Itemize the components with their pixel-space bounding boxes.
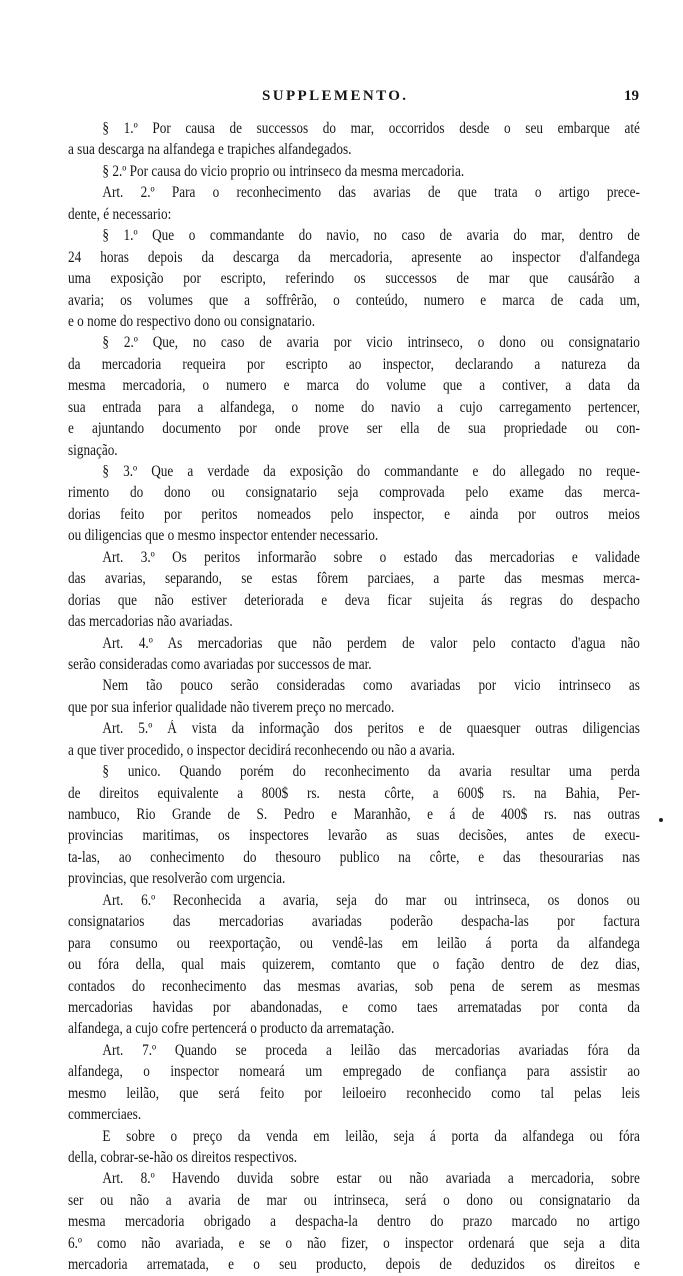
text-line: mercadoria arrematada, e o seu producto, depois de deduzidos os direitos e	[68, 1256, 640, 1274]
text-line: que por sua inferior qualidade não tiverem preço no mercado.	[68, 698, 395, 716]
running-title: SUPPLEMENTO.	[262, 88, 409, 104]
page-number: 19	[624, 88, 639, 104]
text-line: alfandega, o inspector nomeará um empregado de confiança para assistir ao	[68, 1063, 640, 1081]
text-line: Art. 5.º Á vista da informação dos peritos e de quaesquer outras diligencias	[102, 720, 640, 738]
text-line: della, cobrar-se-hão os direitos respectivos.	[68, 1149, 298, 1166]
text-line: § 2.º Por causa do vicio proprio ou intrinseco da mesma mercadoria.	[102, 162, 465, 180]
text-line: e ajuntando documento por onde prove ser ella de sua propriedade ou con-	[68, 420, 640, 438]
ink-speck	[659, 818, 663, 822]
text-line: mesmo leilão, que será feito por leiloeiro reconhecido como tal pelas leis	[68, 1084, 640, 1102]
text-line: das mercadorias não avariadas.	[68, 613, 233, 631]
text-line: mesma mercadoria, o numero e marca do volume que a contiver, a data da	[68, 377, 640, 395]
text-line: a que tiver procedido, o inspector decidirá reconhecendo ou não a avaria.	[68, 741, 455, 759]
text-line: commerciaes.	[68, 1106, 142, 1124]
text-line: § 2.º Que, no caso de avaria por vicio intrinseco, o dono ou consignatario	[102, 334, 640, 352]
text-line: Nem tão pouco serão consideradas como avariadas por vicio intrinseco as	[102, 677, 640, 695]
text-line: provincias, que resolverão com urgencia.	[68, 870, 286, 888]
text-line: rimento do dono ou consignatario seja comprovada pelo exame das merca-	[68, 484, 640, 502]
text-line: e o nome do respectivo dono ou consignatario.	[68, 312, 316, 330]
text-line: ser ou não a avaria de mar ou intrinseca, será o dono ou consignatario da	[68, 1191, 640, 1209]
text-line: mercadorias havidas por abandonadas, e como taes arrematadas por conta da	[68, 998, 640, 1016]
text-line: provincias maritimas, os inspectores levarão as suas decisões, antes de execu-	[68, 827, 640, 845]
text-line: de direitos equivalente a 800$ rs. nesta côrte, a 600$ rs. na Bahia, Per-	[68, 784, 640, 802]
text-line: avaria; os volumes que a soffrêrão, o conteúdo, numero e marca de cada um,	[68, 291, 640, 309]
text-line: 24 horas depois da descarga da mercadoria, apresente ao inspector d'alfandega	[68, 248, 640, 266]
text-line: uma exposição por escripto, referindo os successos de mar que causárão a	[68, 270, 640, 288]
text-line: dorias feito por peritos nomeados pelo inspector, e ainda por outros meios	[68, 505, 640, 523]
text-line: Art. 2.º Para o reconhecimento das avarias de que trata o artigo prece-	[102, 184, 640, 202]
text-line: dorias que não estiver deteriorada e deva ficar sujeita ás regras do despacho	[68, 591, 640, 609]
text-line: Art. 4.º As mercadorias que não perdem de valor pelo contacto d'agua não	[102, 634, 640, 652]
text-line: signação.	[68, 441, 118, 459]
text-line: mesma mercadoria obrigado a despacha-la dentro do prazo marcado no artigo	[68, 1213, 640, 1231]
text-line: ou fóra della, qual mais quizerem, comtanto que o fação dentro de dez dias,	[68, 956, 640, 974]
text-line: Art. 6.º Reconhecida a avaria, seja do mar ou intrinseca, os donos ou	[102, 891, 640, 909]
text-line: para consumo ou reexportação, ou vendê-las em leilão á porta da alfandega	[68, 934, 640, 952]
text-line: nambuco, Rio Grande de S. Pedro e Maranhão, e á de 400$ rs. nas outras	[68, 806, 640, 823]
text-line: consignatarios das mercadorias avariadas poderão despacha-las por factura	[68, 913, 640, 931]
text-line: contados do reconhecimento das mesmas avarias, sob pena de serem as mesmas	[68, 977, 640, 995]
text-line: a sua descarga na alfandega e trapiches alfandegados.	[68, 141, 352, 159]
body-text	[68, 118, 640, 1276]
text-line: § 1.º Por causa de successos do mar, occorridos desde o seu embarque até	[102, 120, 640, 137]
text-line: serão consideradas como avariadas por successos de mar.	[68, 655, 372, 673]
text-line: § unico. Quando porém do reconhecimento da avaria resultar uma perda	[102, 763, 640, 781]
text-line: § 3.º Que a verdade da exposição do commandante e do allegado no reque-	[102, 463, 640, 480]
text-line: sua entrada para a alfandega, o nome do navio a cujo carregamento pertencer,	[68, 398, 640, 416]
text-line: alfandega, a cujo cofre pertencerá o producto da arrematação.	[68, 1020, 395, 1038]
text-line: § 1.º Que o commandante do navio, no caso de avaria do mar, dentro de	[102, 227, 640, 245]
text-line: Art. 3.º Os peritos informarão sobre o estado das mercadorias e validade	[102, 548, 640, 566]
text-line: E sobre o preço da venda em leilão, seja á porta da alfandega ou fóra	[102, 1127, 640, 1145]
text-line: da mercadoria requeira por escripto ao inspector, declarando a natureza da	[68, 355, 640, 373]
text-line: das avarias, separando, se estas fôrem parciaes, a parte das mesmas merca-	[68, 570, 640, 588]
text-line: 6.º como não avariada, e se o não fizer, o inspector ordenará que seja a dita	[68, 1234, 640, 1252]
text-line: ou diligencias que o mesmo inspector entender necessario.	[68, 527, 379, 545]
text-line: ta-las, ao conhecimento do thesouro publico na côrte, e das thesourarias nas	[68, 848, 640, 866]
text-line: Art. 7.º Quando se proceda a leilão das mercadorias avariadas fóra da	[102, 1041, 640, 1059]
text-line: dente, é necessario:	[68, 205, 172, 223]
text-line: Art. 8.º Havendo duvida sobre estar ou não avariada a mercadoria, sobre	[102, 1170, 640, 1188]
